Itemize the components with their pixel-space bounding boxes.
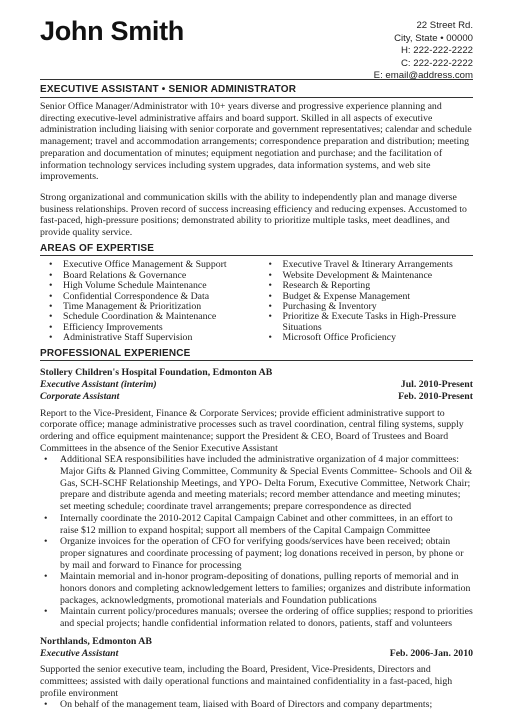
expertise-heading: AREAS OF EXPERTISE [40, 243, 473, 257]
cell-phone: C: 222-222-2222 [400, 57, 473, 69]
expertise-item: • Board Relations & Governance [40, 271, 257, 281]
expertise-item: • Executive Office Management & Support [40, 260, 257, 270]
expertise-item: • Research & Reporting [257, 281, 474, 291]
street-address: 22 Street Rd. [416, 20, 473, 31]
job-1-header [40, 367, 473, 402]
job-1-title-row-2 [40, 391, 473, 403]
summary-paragraph-1: Senior Office Manager/Administrator with 10+ years diverse and progressive experience planning and directing executive-level administrative affairs and board support. Skilled in all aspects of executive administration including liaising with senior corporate and government representatives; calendar and schedule management; travel and accommodation arrangements; correspondence preparation and distribution; meeting preparation and documentation of minutes; equipment negotiation and purchase; and the facilitation of information technology services including system upgrades, data information systems, and web site improvements. [40, 101, 472, 183]
job-1-bullet: • Organize invoices for the operation of CFO for verifying goods/services have been received; obtain proper signatures and coordinate processing of payment; log donations received in person, by phone or by mail and forward to Finance for processing [40, 536, 473, 571]
expertise-item: • Time Management & Prioritization [40, 302, 257, 312]
home-phone: H: 222-222-2222 [400, 45, 473, 57]
expertise-item: • Prioritize & Execute Tasks in High-Pressure Situations [257, 312, 474, 333]
professional-tagline: EXECUTIVE ASSISTANT • SENIOR ADMINISTRATOR [40, 84, 297, 95]
job-1-bullet: • Maintain current policy/procedures manuals; oversee the ordering of office supplies; respond to priorities and special projects; handle confidential information related to donors, patients, staff and volunteers [40, 606, 473, 629]
job-2-employer: Northlands, Edmonton AB [40, 635, 152, 647]
expertise-item: • Executive Travel & Itinerary Arrangements [257, 260, 474, 270]
experience-heading: PROFESSIONAL EXPERIENCE [40, 348, 473, 362]
summary-paragraph-2: Strong organizational and communication skills with the ability to independently plan and manage diverse business relationships. Proven record of success increasing efficiency and reducing expenses. Accustomed to fast-paced, high-pressure positions; demonstrated ability to prioritize multiple tasks, meet deadlines, and provide quality service. [40, 191, 467, 239]
candidate-name: John Smith [40, 16, 184, 46]
job-2-title-row [40, 648, 473, 660]
expertise-item: • Schedule Coordination & Maintenance [40, 312, 257, 322]
job-2-header [40, 636, 473, 659]
job-2-date: Feb. 2006-Jan. 2010 [389, 647, 473, 659]
job-1-bullet: • Maintain memorial and in-honor program-depositing of donations, pulling reports of memorial and in honors donors and completing acknowledgement letters to families; organizes and distribute information packages, acknowledgments, promotional materials and Foundation publications [40, 571, 473, 606]
expertise-list [40, 260, 473, 343]
job-2-achievements [40, 699, 473, 711]
resume-body [40, 101, 473, 711]
expertise-item: • Administrative Staff Supervision [40, 333, 257, 343]
expertise-item: • Budget & Expense Management [257, 292, 474, 302]
job-1-title-1: Executive Assistant (interim) [40, 379, 157, 391]
job-1-title-2: Corporate Assistant [40, 390, 120, 402]
job-1-title-row-1 [40, 379, 473, 391]
expertise-item: • Microsoft Office Proficiency [257, 333, 474, 343]
job-1-description: Report to the Vice-President, Finance & Corporate Services; provide efficient administrative support to corporate office; manage administrative processes such as travel coordination, central filing systems, supply ordering and office equipment maintenance; support the President & CEO, Board of Trustees and Board Committees in the absence of the Senior Executive Assistant [40, 407, 464, 454]
job-1-employer: Stollery Children's Hospital Foundation, Edmonton AB [40, 367, 273, 379]
job-1-bullet: • Internally coordinate the 2010-2012 Capital Campaign Cabinet and other committees, in an effort to raise $12 million to expand hospital; support all members of the Capital Campaign Committee [40, 513, 473, 536]
job-2-description: Supported the senior executive team, including the Board, President, Vice-Presidents, Directors and committees; assisted with daily operational functions and maintained confidentiality in a fast-paced, high profile environment [40, 664, 453, 699]
expertise-item: • High Volume Schedule Maintenance [40, 281, 257, 291]
job-2-bullet: • On behalf of the management team, liaised with Board of Directors and company departments; [40, 699, 473, 711]
expertise-column-right [257, 260, 474, 343]
header-divider [40, 79, 473, 80]
expertise-item: • Confidential Correspondence & Data [40, 292, 257, 302]
job-2-title: Executive Assistant [40, 647, 119, 659]
city-state: City, State • 00000 [394, 32, 473, 44]
job-1-bullet: • Additional SEA responsibilities have included the administrative organization of 4 major committees: Major Gifts & Planned Giving Committee, Community & Special Events Committee- Schools and Oil & Gas, SCH-SCHF Relationship Meetings, and YPO- Delta Forum, Executive Committee, Network Chair; prepare and distribute agenda and meeting materials; record member attendance and meeting minutes; set meeting schedule; coordinate travel arrangements; prepare correspondence as directed [40, 454, 473, 513]
contact-block [374, 20, 473, 83]
job-1-date-1: Jul. 2010-Present [400, 379, 473, 391]
expertise-item: • Efficiency Improvements [40, 323, 257, 333]
job-1-achievements [40, 454, 473, 630]
expertise-column-left [40, 260, 257, 343]
job-1-date-2: Feb. 2010-Present [398, 390, 473, 402]
email-address: E: email@address.com [373, 70, 473, 82]
expertise-item: • Website Development & Maintenance [257, 271, 474, 281]
expertise-item: • Purchasing & Inventory [257, 302, 474, 312]
tagline-divider [40, 97, 473, 98]
